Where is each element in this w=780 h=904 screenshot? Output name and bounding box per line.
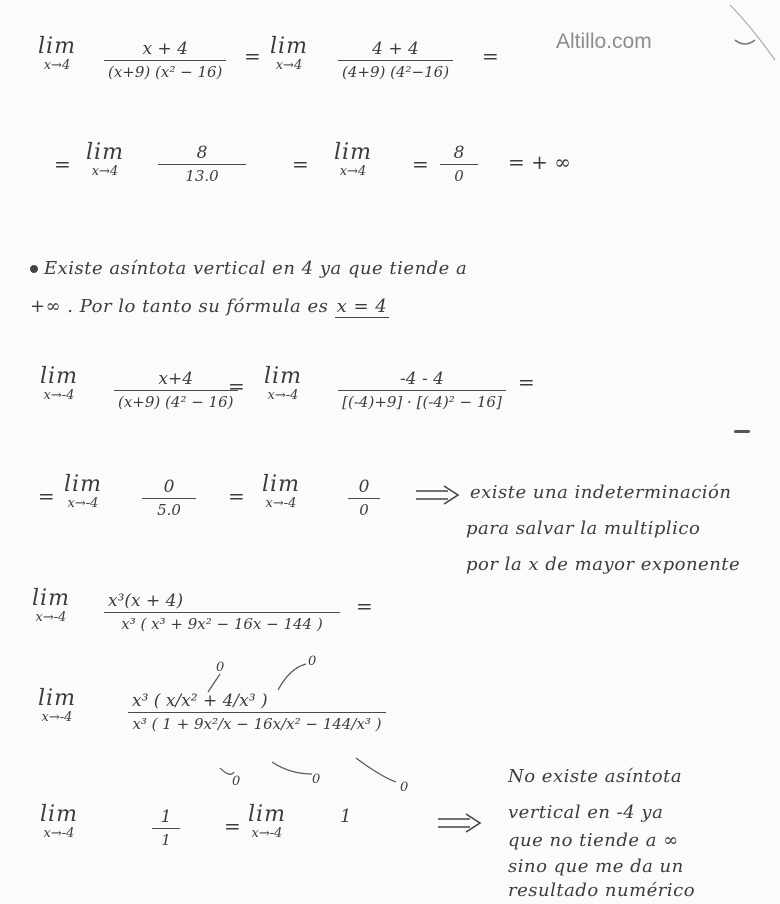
equals-sign: = [482,44,499,68]
conclusion-line: Existe asíntota vertical en 4 ya que tiende a [30,258,467,279]
limit-value: 1 [340,806,352,827]
equals-sign: = [292,152,309,176]
limit-operator: lim x→-4 [32,586,70,625]
equals-sign: = [228,374,245,398]
limit-operator: lim x→-4 [264,364,302,403]
fraction: $\frac{x + 4}{\text{(x+9) (x² − 16)}}$ [104,38,226,83]
zero-annotation: 0 [216,660,225,675]
final-note: vertical en -4 ya [508,802,664,823]
equals-sign: = [54,152,71,176]
fraction: $\frac{0}{0}$ [348,476,380,521]
watermark: Altillo.com [556,30,652,53]
fraction: $\frac{x+4}{\text{(x+9) (4² − 16)}}$ [114,368,238,413]
answer-box: x = 4 [336,296,388,317]
zero-annotation: 0 [232,774,241,789]
limit-operator: lim x→-4 [40,364,78,403]
fraction: $\frac{8}{0}$ [440,142,478,187]
fraction: $\frac{0}{5.0}$ [142,476,196,521]
zero-annotation: 0 [400,780,409,795]
limit-operator: lim x→4 [334,140,372,179]
equals-sign: = [412,152,429,176]
corner-scribble [720,0,780,70]
limit-operator: lim x→-4 [64,472,102,511]
final-note: resultado numérico [508,880,696,901]
equals-sign: = [224,814,241,838]
final-note: que no tiende a ∞ [508,830,679,851]
tends-arrows [160,650,460,790]
zero-annotation: 0 [308,654,317,669]
limit-operator: lim x→4 [270,34,308,73]
final-note: sino que me da un [508,856,684,877]
equals-sign: = [244,44,261,68]
zero-annotation: 0 [312,772,321,787]
fraction: $\frac{4 + 4}{\text{(4+9) (4²−16)}}$ [338,38,453,83]
indeterminacy-note: existe una indeterminación [470,482,732,503]
limit-operator: lim x→-4 [40,802,78,841]
bullet-icon [30,265,38,273]
limit-operator: lim x→-4 [248,802,286,841]
result-infinity: = + ∞ [508,150,571,174]
fraction: $\frac{\text{x³ ( x/x² + 4/x³ )}}{\text{x³ ( 1 + 9x²/x − 16x/x² − 144/x³ )}}$ [128,690,386,735]
limit-operator: lim x→4 [86,140,124,179]
equals-sign: = [518,370,535,394]
final-note: No existe asíntota [508,766,683,787]
conclusion-line: +∞ . Por lo tanto su fórmula es x = 4 [30,296,388,317]
ink-mark [734,430,750,433]
double-arrow-icon [414,484,464,508]
limit-operator: lim x→4 [38,34,76,73]
fraction: $\frac{\text{x³(x + 4)}}{\text{x³ ( x³ + 9x² − 16x − 144 )}}$ [104,590,340,635]
fraction: $\frac{8}{13.0}$ [158,142,246,187]
fraction: $\frac{1}{1}$ [152,806,180,851]
equals-sign: = [356,594,373,618]
equals-sign: = [38,484,55,508]
limit-operator: lim x→-4 [38,686,76,725]
double-arrow-icon [436,812,486,836]
equals-sign: = [228,484,245,508]
fraction: $\frac{-4 - 4}{\text{[(-4)+9] · [(-4)² − 16]}}$ [338,368,506,413]
limit-operator: lim x→-4 [262,472,300,511]
indeterminacy-note: para salvar la multiplico [466,518,701,539]
indeterminacy-note: por la x de mayor exponente [466,554,741,575]
